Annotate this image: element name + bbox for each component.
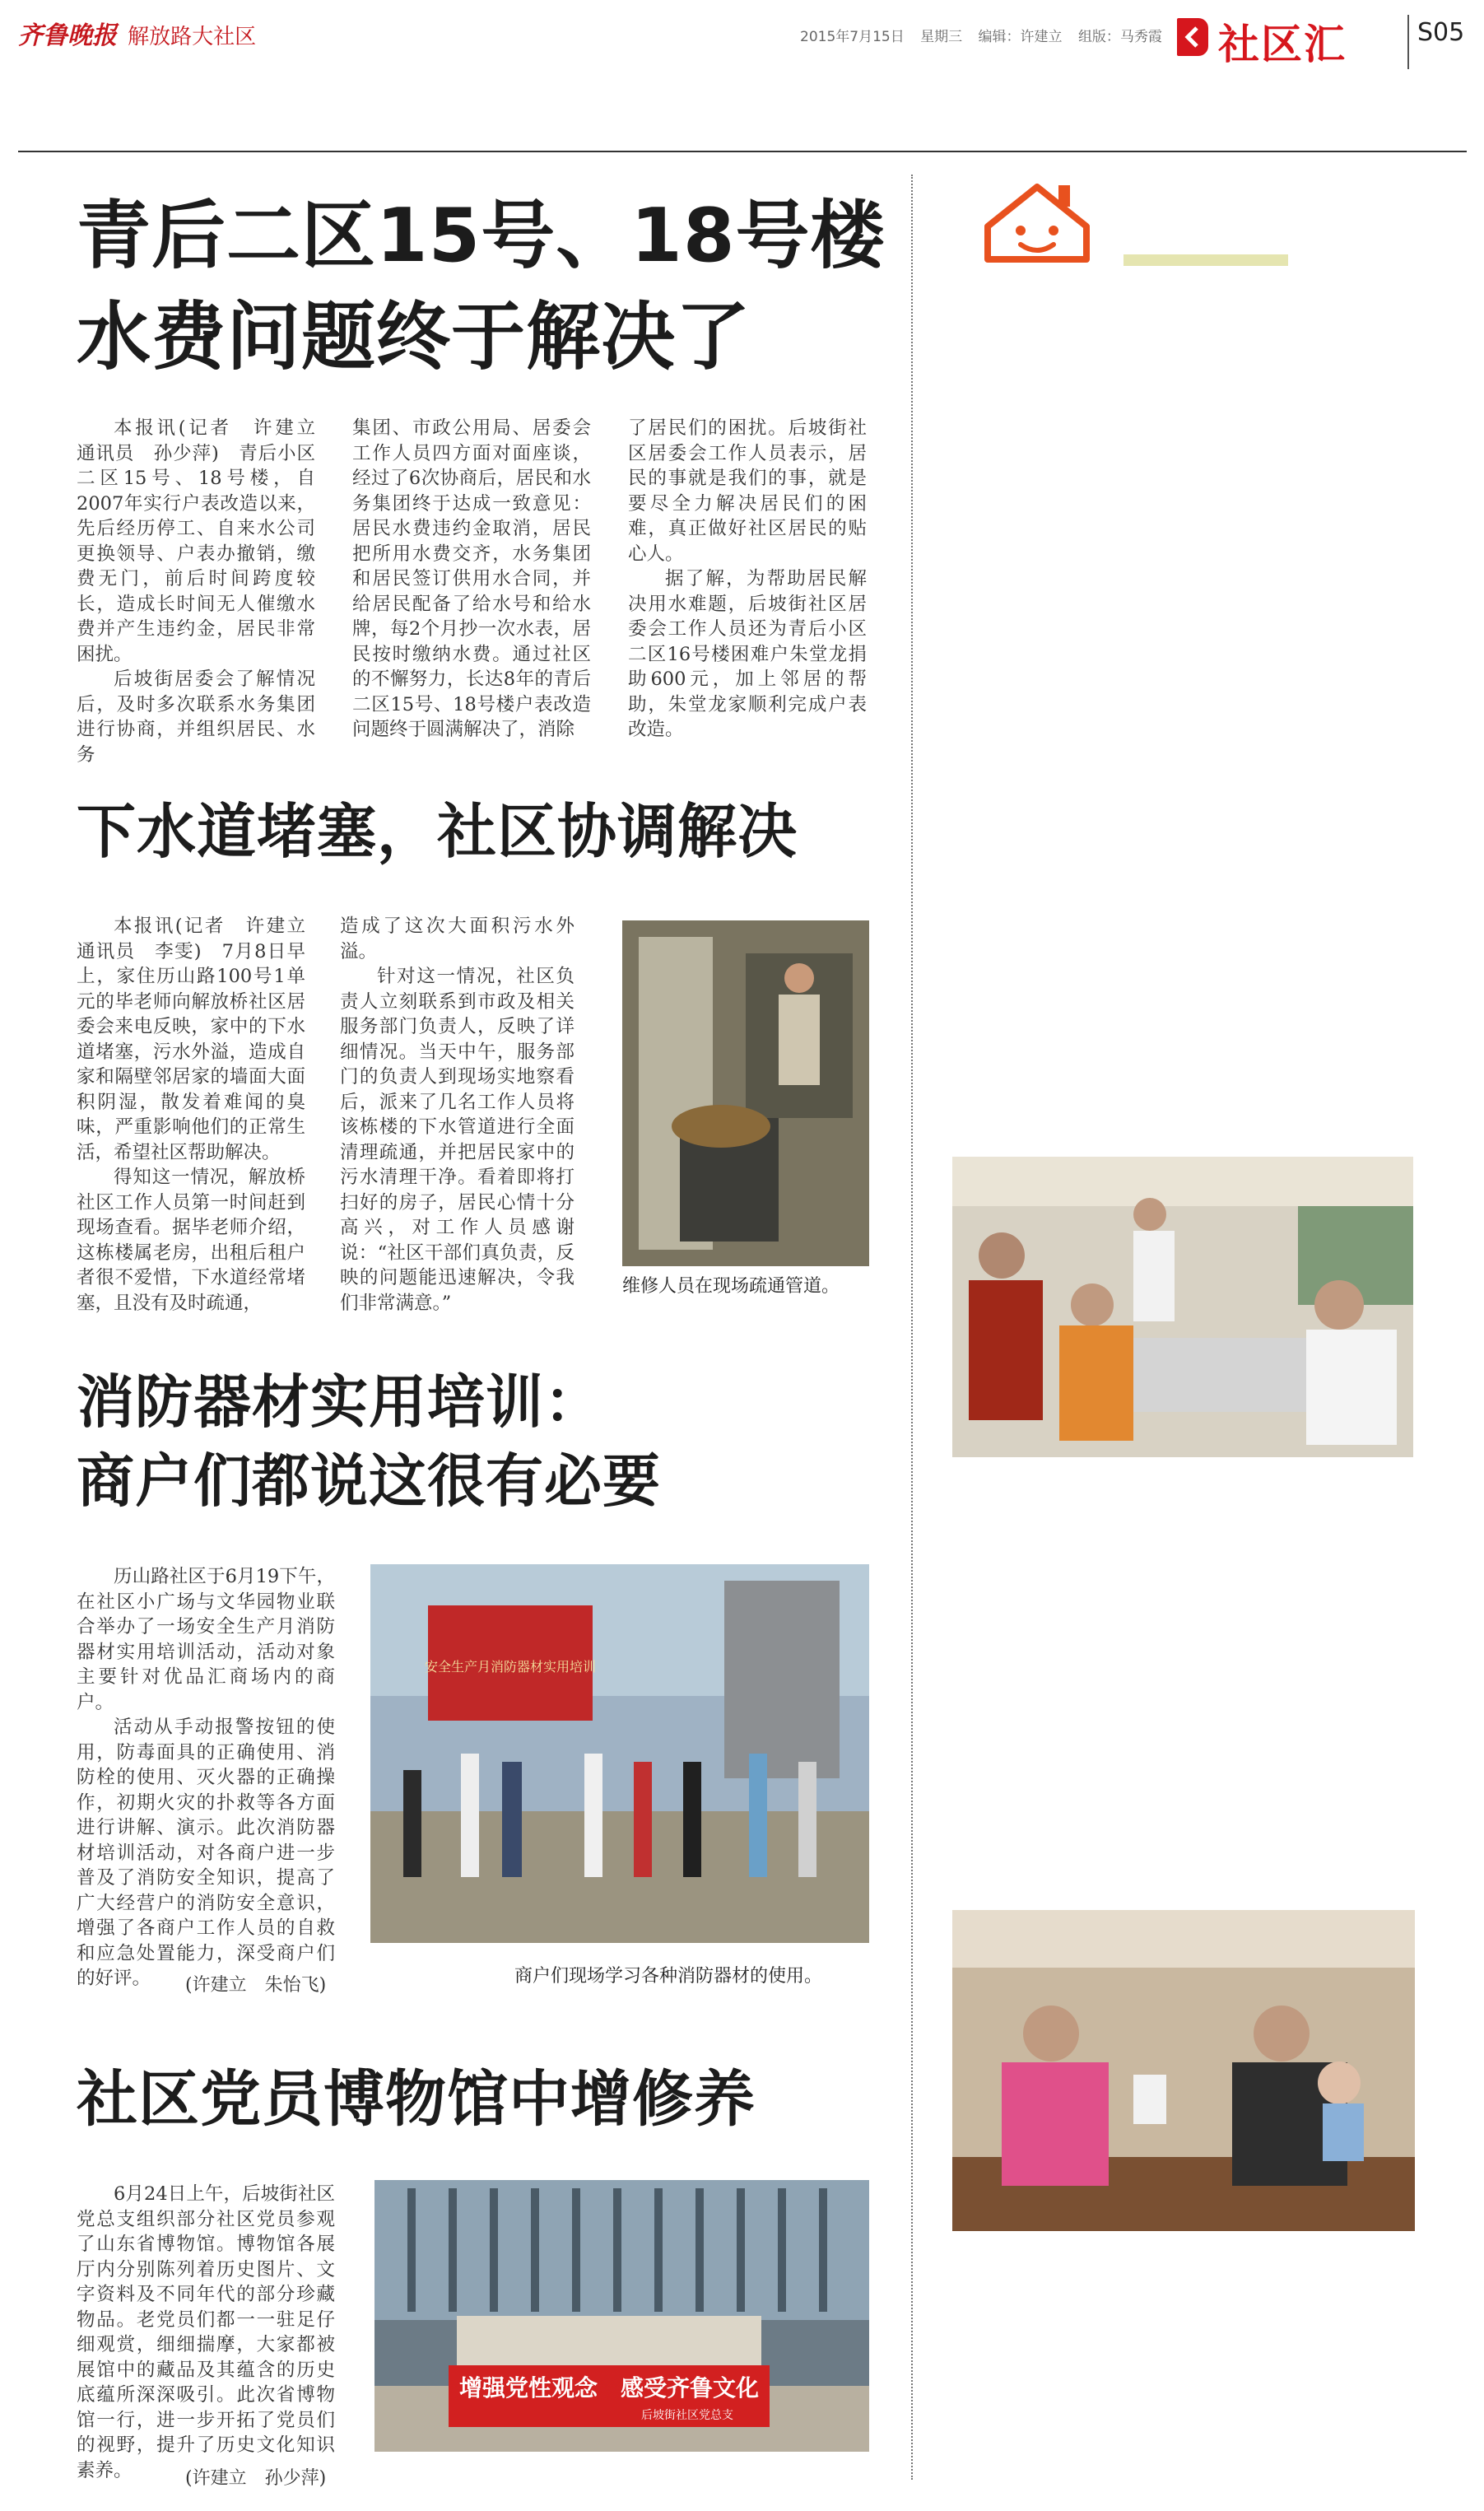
a2-caption: 维修人员在现场疏通管道。: [622, 1276, 840, 1297]
a2-title: 下水道堵塞，社区协调解决: [77, 797, 798, 866]
a2-col1-p2: 得知这一情况，解放桥社区工作人员第一时间赶到现场查看。据毕老师介绍，这栋楼属老房，出租后租户者很不爱惜，下水道经常堵塞，且没有及时疏通，: [77, 1167, 305, 1314]
header-weekday: 星期三: [920, 29, 963, 45]
s3-photo: [952, 1910, 1415, 2231]
a3-body: [77, 1564, 335, 1992]
a1-col1-p1: 本报讯(记者 许建立 通讯员 孙少萍) 青后小区二区15号、18号楼，自2007年实行户表改造以来，先后经历停工、自来水公司更换领导、户表办撤销，缴费无门，前后时间跨度较长，造成长时间无人催缴水费并产生违约金，居民非常困扰。: [77, 417, 334, 665]
a1-col1: [77, 416, 334, 767]
page-number: S05: [1417, 18, 1465, 47]
header-divider-v: [1407, 15, 1409, 69]
a1-title: [77, 185, 886, 388]
a1-title-line1: 青后二区15号、18号楼: [77, 193, 886, 279]
a3-caption: 商户们现场学习各种消防器材的使用。: [514, 1966, 823, 1987]
a3-banner-text: 安全生产月消防器材实用培训: [424, 1659, 597, 1675]
a1-col1-p2: 后坡街居委会了解情况后，及时多次联系水务集团进行协商，并组织居民、水务: [77, 669, 315, 766]
s2-photo: [952, 1157, 1413, 1457]
header-layout: 组版：马秀霞: [1077, 29, 1162, 45]
masthead: [18, 15, 256, 51]
a3-title-line1: 消防器材实用培训：: [77, 1368, 602, 1436]
a3-body-p2: 活动从手动报警按钮的使用，防毒面具的正确使用、消防栓的使用、灭火器的正确操作，初期火灾的扑救等各方面进行讲解、演示。此次消防器材培训活动，对各商户进一步普及了消防安全知识，提高了广大经营户的消防安全意识，增强了各商户工作人员的自救和应急处置能力，深受商户们的好评。: [77, 1717, 335, 1989]
a2-photo: [622, 920, 869, 1266]
header-rule: [18, 151, 1467, 152]
a3-body-p1: 历山路社区于6月19下午，在社区小广场与文华园物业联合举办了一场安全生产月消防器材实用培训活动，活动对象主要针对优品汇商场内的商户。: [77, 1566, 335, 1713]
a3-credit: (许建立 朱怡飞): [185, 1975, 327, 1996]
a3-title-line2: 商户们都说这很有必要: [77, 1447, 661, 1515]
a3-photo: [370, 1564, 869, 1943]
a4-body-p1: 6月24日上午，后坡街社区党总支组织部分社区党员参观了山东省博物馆。博物馆各展厅内分别陈列着历史图片、文字资料及不同年代的部分珍藏物品。老党员们都一一驻足仔细观赏，细细揣摩，大家都被展馆中的藏品及其蕴含的历史底蕴所深深吸引。此次省博物馆一行，进一步开拓了党员们的视野，提升了历史文化知识素养。: [77, 2183, 335, 2481]
a4-credit: (许建立 孙少萍): [185, 2468, 327, 2489]
section-title: 社区汇: [1218, 21, 1347, 68]
a2-col2: [340, 914, 575, 1316]
a4-photo: [374, 2180, 869, 2452]
a4-title: 社区党员博物馆中增修养: [77, 2064, 756, 2135]
a3-title: [77, 1363, 661, 1521]
column-divider: [911, 175, 913, 2480]
a1-col3: [628, 416, 867, 743]
house-icon: [979, 177, 1095, 268]
a2-col1-p1: 本报讯(记者 许建立 通讯员 李雯) 7月8日早上，家住历山路100号1单元的毕老师向解放桥社区居委会来电反映，家中的下水道堵塞，污水外溢，造成自家和隔壁邻居家的墙面大面积阴湿，散发着难闻的臭味，严重影响他们的正常生活，希望社区帮助解决。: [77, 915, 324, 1163]
masthead-logo: 齐鲁晚报: [18, 21, 117, 50]
a4-banner-text: 增强党性观念 感受齐鲁文化: [458, 2374, 760, 2402]
section-icon: [1177, 18, 1208, 56]
header-editor: 编辑：许建立: [978, 29, 1063, 45]
edition-title: 解放路大社区: [128, 25, 257, 49]
a1-col3-p2: 据了解，为帮助居民解决用水难题，后坡街社区居委会工作人员还为青后小区二区16号楼困难户朱堂龙捐助600元，加上邻居的帮助，朱堂龙家顺利完成户表改造。: [628, 568, 867, 740]
a4-body: [77, 2182, 335, 2483]
sidebar-label-strip: [1123, 235, 1288, 266]
a1-col2: [352, 416, 591, 743]
a2-col1: [77, 914, 324, 1316]
a1-title-line2: 水费问题终于解决了: [77, 294, 751, 380]
header-meta: [800, 25, 1162, 45]
a4-banner-sub: 后坡街社区党总支: [641, 2409, 733, 2422]
a1-col3-p1: 了居民们的困扰。后坡街社区居委会工作人员表示，居民的事就是我们的事，就是要尽全力解决居民们的困难，真正做好社区居民的贴心人。: [628, 417, 867, 565]
a2-col2-p2: 针对这一情况，社区负责人立刻联系到市政及相关服务部门负责人，反映了详细情况。当天中午，服务部门的负责人到现场实地察看后，派来了几名工作人员将该栋楼的下水管道进行全面清理疏通，并把居民家中的污水清理干净。看着即将打扫好的房子，居民心情十分高兴，对工作人员感谢说：“社区干部们真负责，反映的问题能迅速解决，令我们非常满意。”: [340, 966, 575, 1314]
header-date: 2015年7月15日: [800, 29, 905, 45]
a2-col2-p1: 造成了这次大面积污水外溢。: [340, 915, 575, 962]
a1-col2-p1: 集团、市政公用局、居委会工作人员四方面对面座谈，经过了6次协商后，居民和水务集团终于达成一致意见：居民水费违约金取消，居民把所用水费交齐，水务集团和居民签订供用水合同，并给居民配备了给水号和给水牌，每2个月抄一次水表，居民按时缴纳水费。通过社区的不懈努力，长达8年的青后二区15号、18号楼户表改造问题终于圆满解决了，消除: [352, 417, 591, 740]
